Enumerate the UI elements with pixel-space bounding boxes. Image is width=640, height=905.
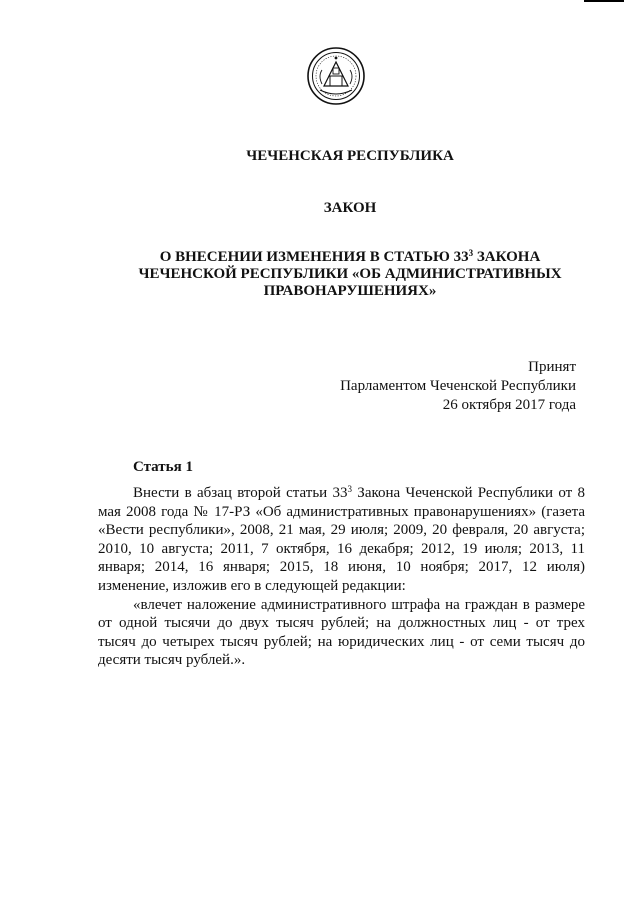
law-title-superscript: 3 <box>468 248 474 258</box>
adopted-date: 26 октября 2017 года <box>442 397 576 413</box>
adopted-label: Принят <box>528 359 576 375</box>
adoption-block <box>280 358 576 415</box>
law-title-line3: ПРАВОНАРУШЕНИЯХ» <box>263 283 437 299</box>
article-paragraph-2: «влечет наложение административного штрафа на граждан в размере от одной тысячи до двух тысяч рублей; на должностных лиц - от трех тысяч до четырех тысяч рублей; на юридических лиц - от семи тысяч до десяти тысяч рублей.». <box>98 596 585 669</box>
article-title: Статья 1 <box>133 459 193 475</box>
republic-heading: ЧЕЧЕНСКАЯ РЕСПУБЛИКА <box>246 148 454 164</box>
article-paragraph-1 <box>98 484 585 596</box>
law-title-line1 <box>120 249 580 266</box>
article-p1-superscript: 3 <box>347 484 352 494</box>
adopted-by: Парламентом Чеченской Республики <box>340 378 576 394</box>
article-p1-start: Внести в абзац второй статьи 33 <box>133 485 348 501</box>
article-p1-rest: Закона Чеченской Республики от 8 мая 2008 года № 17-РЗ «Об административных правонарушениях» (газета «Вести республики», 2008, 21 мая, 29 июля; 2009, 20 февраля, 20 августа; 2010, 10 августа; 2011, 7 октября, 16 декабря; 2012, 19 июля; 2013, 11 января; 2014, 16 января; 2015, 18 июня, 10 ноября; 2017, 12 июля) изменение, изложив его в следующей редакции: <box>98 485 585 594</box>
document-type: ЗАКОН <box>323 200 377 216</box>
law-title-line1-text: О ВНЕСЕНИИ ИЗМЕНЕНИЯ В СТАТЬЮ 33 <box>159 249 469 265</box>
law-title-line2: ЧЕЧЕНСКОЙ РЕСПУБЛИКИ «ОБ АДМИНИСТРАТИВНЫХ <box>138 266 562 282</box>
law-title-line1-end: ЗАКОНА <box>473 249 541 265</box>
law-title <box>120 249 580 300</box>
corner-mark <box>584 0 624 2</box>
article-body <box>98 484 585 670</box>
coat-of-arms-emblem <box>306 46 366 106</box>
